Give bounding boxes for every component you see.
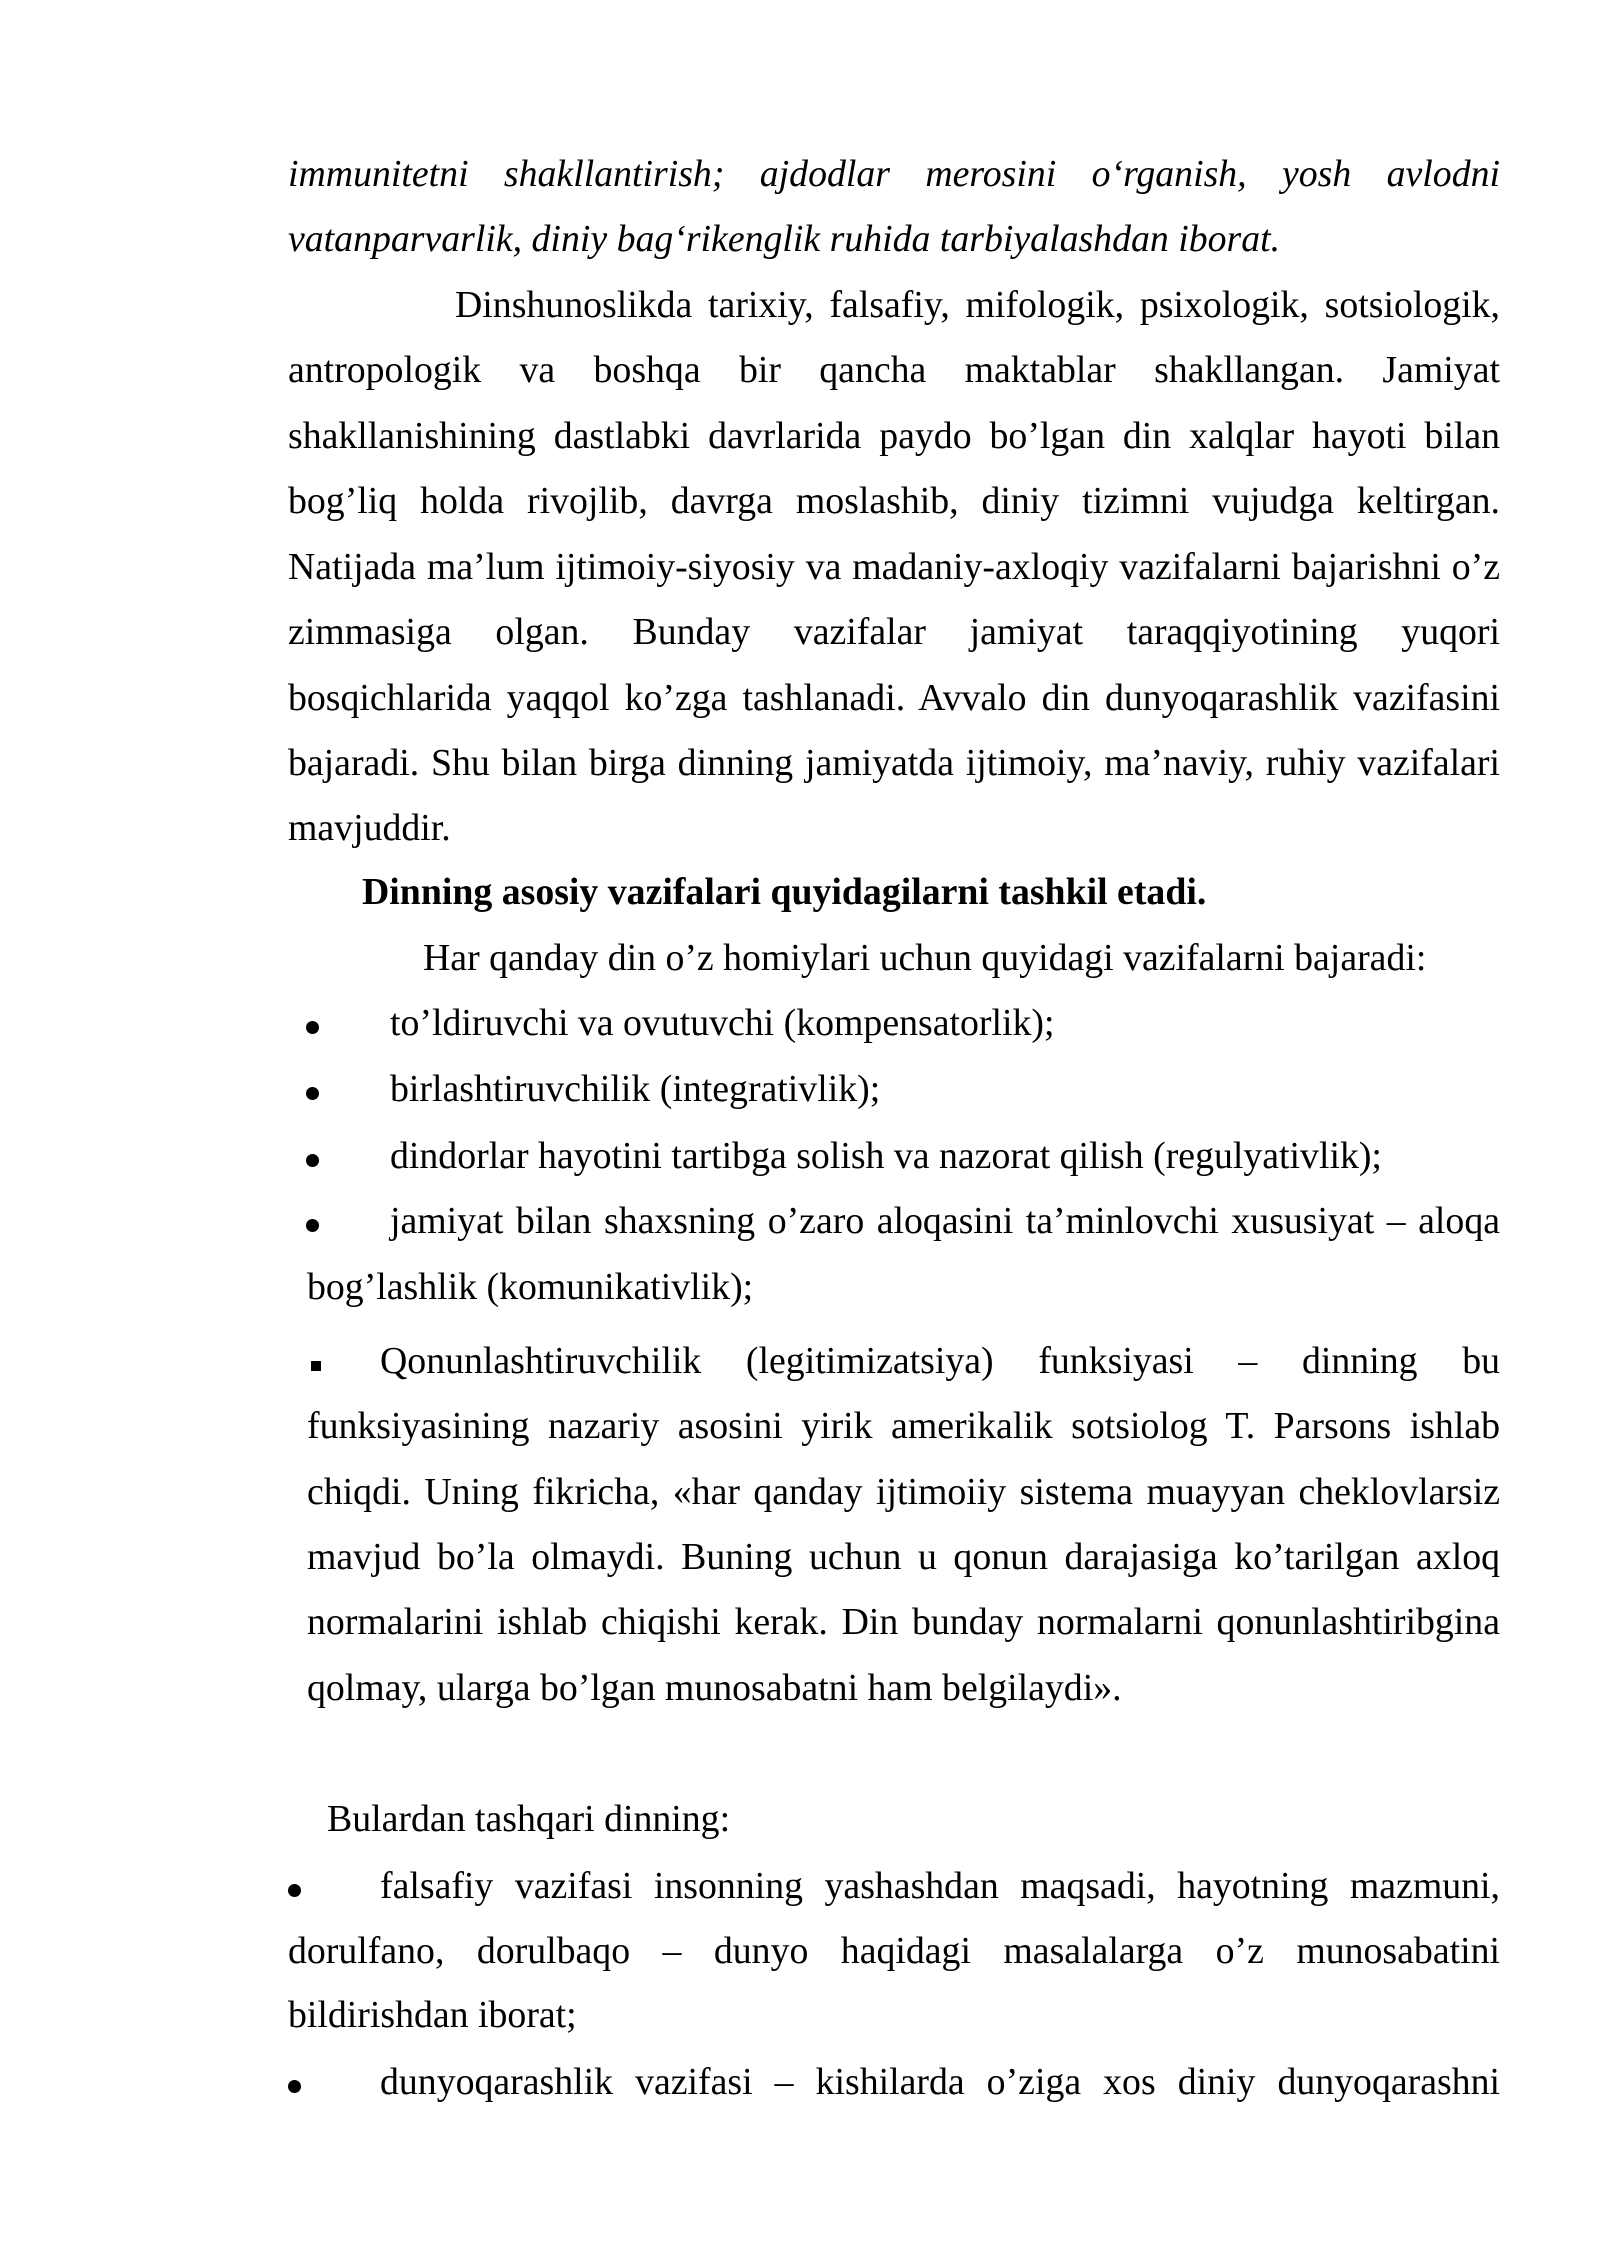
intro-line: vatanparvarlik, diniy bag‘rikenglik ruhida tarbiyalashdan iborat. [288, 218, 1281, 260]
paragraph-line: zimmasiga olgan. Bunday vazifalar jamiyat taraqqiyotining yuqori [288, 611, 1500, 653]
paragraph-line: antropologik va boshqa bir qancha maktablar shakllangan. Jamiyat [288, 349, 1500, 391]
bullet-icon [306, 1154, 319, 1167]
paragraph-line: bajaradi. Shu bilan birga dinning jamiyatda ijtimoiy, ma’naviy, ruhiy vazifalari [288, 742, 1500, 784]
list-item-line: dunyoqarashlik vazifasi – kishilarda o’ziga xos diniy dunyoqarashni [380, 2061, 1500, 2103]
bullet-icon [306, 1021, 319, 1034]
list-intro: Har qanday din o’z homiylari uchun quyidagi vazifalarni bajaradi: [423, 937, 1427, 979]
section-heading: Dinning asosiy vazifalari quyidagilarni tashkil etadi. [362, 871, 1207, 913]
list-item-line: bildirishdan iborat; [288, 1994, 577, 2036]
list-item-line: birlashtiruvchilik (integrativlik); [390, 1068, 881, 1110]
bullet-icon [288, 2080, 301, 2093]
legitimation-line: funksiyasining nazariy asosini yirik amerikalik sotsiolog T. Parsons ishlab [307, 1405, 1500, 1447]
paragraph-line: bog’liq holda rivojlib, davrga moslashib, diniy tizimni vujudga keltirgan. [288, 480, 1500, 522]
list-item-line: to’ldiruvchi va ovutuvchi (kompensatorlik); [390, 1002, 1055, 1044]
paragraph-line: mavjuddir. [288, 807, 451, 849]
paragraph-line: bosqichlarida yaqqol ko’zga tashlanadi. Avvalo din dunyoqarashlik vazifasini [288, 677, 1500, 719]
legitimation-line: mavjud bo’la olmaydi. Buning uchun u qonun darajasiga ko’tarilgan axloq [307, 1536, 1500, 1578]
square-bullet-icon [311, 1361, 321, 1371]
bullet-icon [288, 1884, 301, 1897]
paragraph-line: Natijada ma’lum ijtimoiy-siyosiy va madaniy-axloqiy vazifalarni bajarishni o’z [288, 546, 1500, 588]
bullet-icon [306, 1087, 319, 1100]
list-item-line: bog’lashlik (komunikativlik); [307, 1266, 754, 1308]
legitimation-line: Qonunlashtiruvchilik (legitimizatsiya) funksiyasi – dinning bu [380, 1340, 1500, 1382]
list-item-line: dorulfano, dorulbaqo – dunyo haqidagi masalalarga o’z munosabatini [288, 1930, 1500, 1972]
legitimation-line: qolmay, ularga bo’lgan munosabatni ham belgilaydi». [307, 1667, 1122, 1709]
intro-line: immunitetni shakllantirish; ajdodlar merosini o‘rganish, yosh avlodni [288, 153, 1500, 195]
list-item-line: jamiyat bilan shaxsning o’zaro aloqasini ta’minlovchi xususiyat – aloqa [390, 1200, 1500, 1242]
bullet-icon [306, 1219, 319, 1232]
legitimation-line: normalarini ishlab chiqishi kerak. Din bunday normalarni qonunlashtiribgina [307, 1601, 1500, 1643]
legitimation-line: chiqdi. Uning fikricha, «har qanday ijtimoiiy sistema muayyan cheklovlarsiz [307, 1471, 1500, 1513]
list-item-line: falsafiy vazifasi insonning yashashdan maqsadi, hayotning mazmuni, [380, 1865, 1500, 1907]
list-item-line: dindorlar hayotini tartibga solish va nazorat qilish (regulyativlik); [390, 1135, 1382, 1177]
additional-intro: Bulardan tashqari dinning: [327, 1798, 731, 1840]
paragraph-line: Dinshunoslikda tarixiy, falsafiy, mifologik, psixologik, sotsiologik, [455, 284, 1500, 326]
paragraph-line: shakllanishining dastlabki davrlarida paydo bo’lgan din xalqlar hayoti bilan [288, 415, 1500, 457]
